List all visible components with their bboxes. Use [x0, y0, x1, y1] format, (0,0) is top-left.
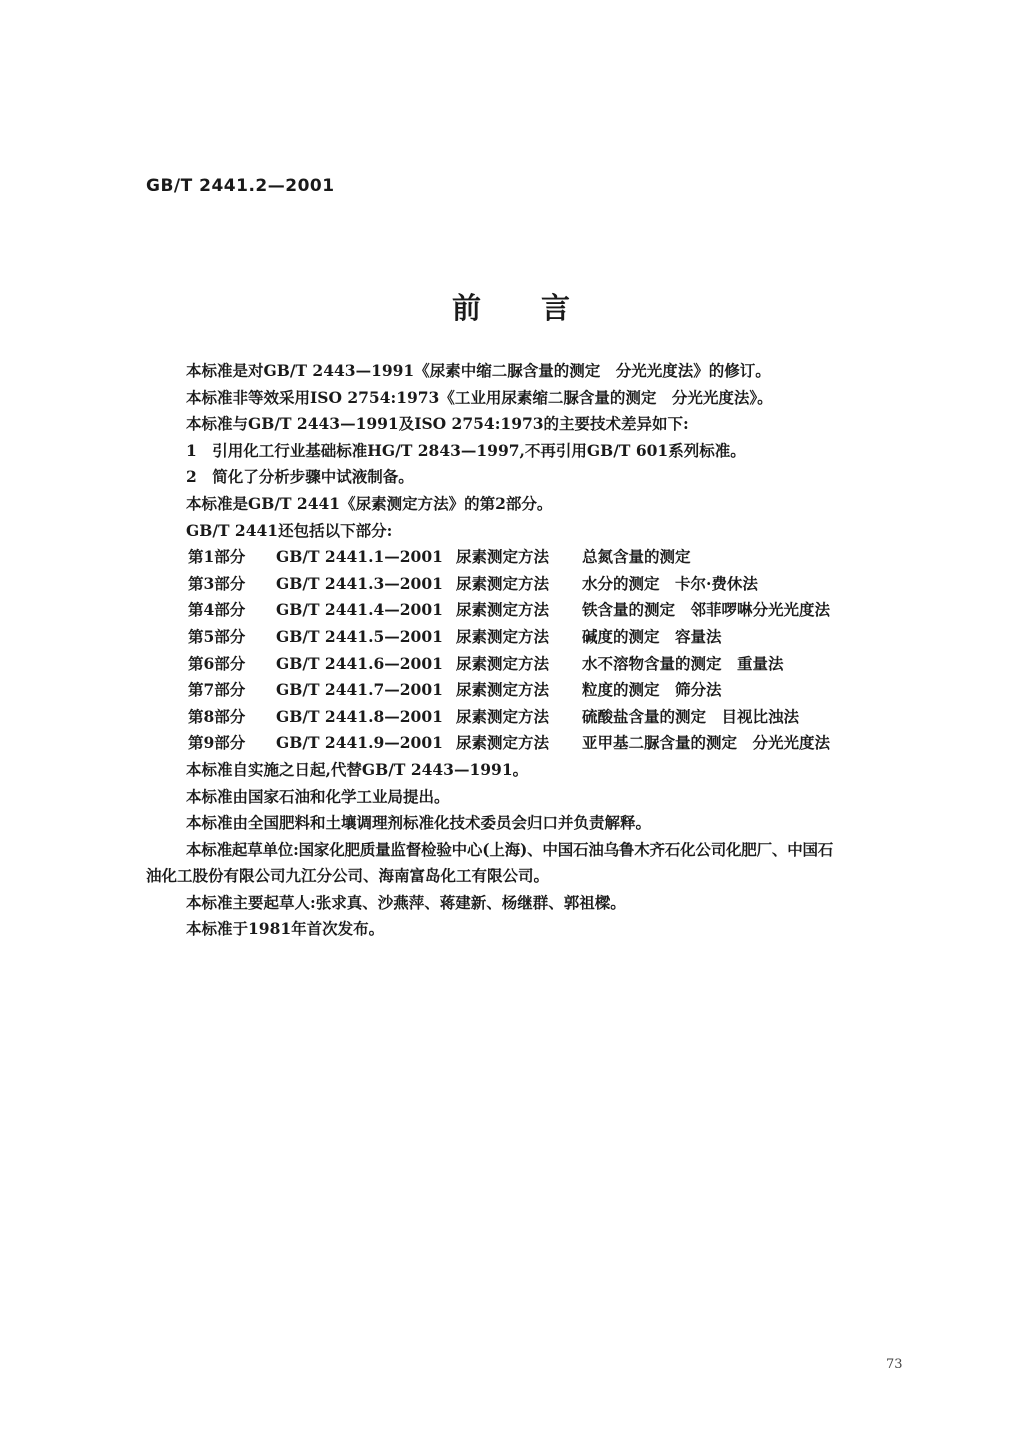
- part-topic: 水不溶物含量的测定 重量法: [582, 653, 784, 673]
- part-code: GB/T 2441.3—2001: [276, 573, 443, 593]
- part-topic: 总氮含量的测定: [582, 547, 691, 567]
- part-series: 尿素测定方法: [456, 600, 550, 620]
- part-topic: 碱度的测定 容量法: [582, 626, 722, 646]
- paragraph-part-of: 本标准是GB/T 2441《尿素测定方法》的第2部分。: [186, 493, 553, 513]
- paragraph-drafting-unit-continued: 油化工股份有限公司九江分公司、海南富岛化工有限公司。: [146, 866, 550, 886]
- part-code: GB/T 2441.7—2001: [276, 680, 443, 700]
- paragraph-adoption: 本标准非等效采用ISO 2754:1973《工业用尿素缩二脲含量的测定 分光光度法》。: [186, 387, 773, 407]
- list-item: [146, 624, 946, 651]
- part-series: 尿素测定方法: [456, 733, 550, 753]
- parts-list: [146, 544, 946, 757]
- paragraph-replaces: 本标准自实施之日起,代替GB/T 2443—1991。: [186, 759, 529, 779]
- paragraph-drafters: 本标准主要起草人:张求真、沙燕萍、蒋建新、杨继群、郭祖樑。: [186, 892, 626, 912]
- list-item: [146, 651, 946, 678]
- part-number: 第6部分: [188, 653, 246, 673]
- part-code: GB/T 2441.6—2001: [276, 653, 443, 673]
- part-topic: 水分的测定 卡尔·费休法: [582, 573, 758, 593]
- paragraph-revision: 本标准是对GB/T 2443—1991《尿素中缩二脲含量的测定 分光光度法》的修订。: [186, 361, 771, 380]
- part-series: 尿素测定方法: [456, 573, 550, 593]
- part-code: GB/T 2441.8—2001: [276, 706, 443, 726]
- paragraph-drafting-unit: 本标准起草单位:国家化肥质量监督检验中心(上海)、中国石油乌鲁木齐石化公司化肥厂、中国石: [186, 839, 834, 859]
- part-topic: 铁含量的测定 邻菲啰啉分光光度法: [582, 600, 831, 620]
- difference-item-1: 1 引用化工行业基础标准HG/T 2843—1997,不再引用GB/T 601系列标准。: [186, 440, 746, 460]
- part-code: GB/T 2441.9—2001: [276, 733, 443, 753]
- part-code: GB/T 2441.1—2001: [276, 547, 443, 567]
- part-number: 第5部分: [188, 626, 246, 646]
- part-number: 第4部分: [188, 600, 246, 620]
- paragraph-committee: 本标准由全国肥料和土壤调理剂标准化技术委员会归口并负责解释。: [186, 813, 652, 833]
- page-number: 73: [886, 1357, 903, 1372]
- part-topic: 硫酸盐含量的测定 目视比浊法: [582, 706, 800, 726]
- list-item: [146, 704, 946, 731]
- part-series: 尿素测定方法: [456, 680, 550, 700]
- part-series: 尿素测定方法: [456, 706, 550, 726]
- standard-code: GB/T 2441.2—2001: [146, 176, 335, 196]
- part-code: GB/T 2441.4—2001: [276, 600, 443, 620]
- list-item: [146, 571, 946, 598]
- title-char-1: 前: [451, 291, 483, 325]
- part-number: 第8部分: [188, 706, 246, 726]
- part-code: GB/T 2441.5—2001: [276, 626, 443, 646]
- paragraph-includes: GB/T 2441还包括以下部分:: [186, 520, 393, 540]
- paragraph-proposed-by: 本标准由国家石油和化学工业局提出。: [186, 786, 450, 806]
- paragraph-differences: 本标准与GB/T 2443—1991及ISO 2754:1973的主要技术差异如下:: [186, 414, 689, 434]
- part-topic: 亚甲基二脲含量的测定 分光光度法: [582, 733, 831, 753]
- part-number: 第3部分: [188, 573, 246, 593]
- part-series: 尿素测定方法: [456, 653, 550, 673]
- title-char-2: 言: [541, 291, 573, 325]
- part-number: 第9部分: [188, 733, 246, 753]
- document-body: [146, 358, 946, 943]
- page-title: [0, 286, 1024, 327]
- part-number: 第1部分: [188, 547, 246, 567]
- list-item: [146, 544, 946, 571]
- list-item: [146, 677, 946, 704]
- part-series: 尿素测定方法: [456, 626, 550, 646]
- difference-item-2: 2 简化了分析步骤中试液制备。: [186, 467, 414, 487]
- part-number: 第7部分: [188, 680, 246, 700]
- part-topic: 粒度的测定 筛分法: [582, 680, 722, 700]
- part-series: 尿素测定方法: [456, 547, 550, 567]
- list-item: [146, 597, 946, 624]
- paragraph-first-published: 本标准于1981年首次发布。: [186, 919, 385, 939]
- list-item: [146, 730, 946, 757]
